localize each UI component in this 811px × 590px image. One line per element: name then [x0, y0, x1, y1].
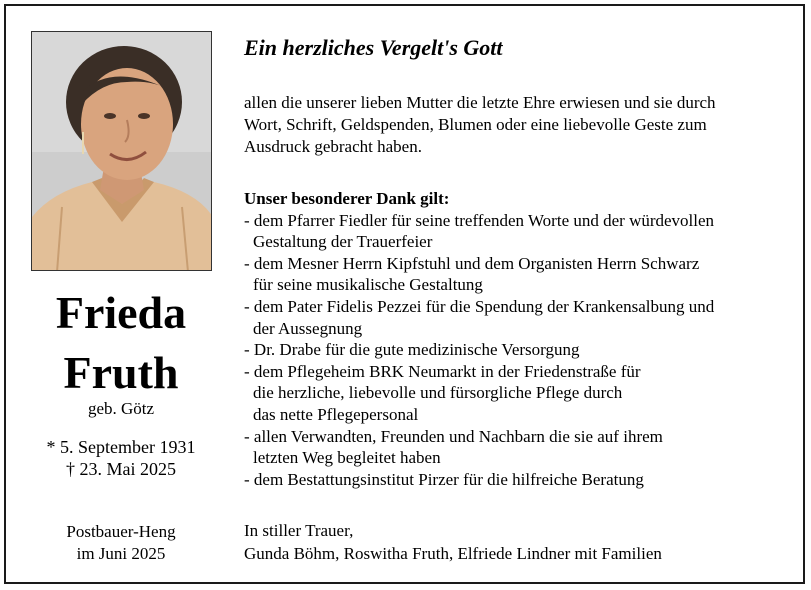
- obituary-card: [4, 4, 805, 584]
- place-and-date: [16, 521, 226, 565]
- birth-date: * 5. September 1931: [46, 437, 196, 457]
- closing-phrase: In stiller Trauer,: [244, 521, 354, 540]
- place: Postbauer-Heng: [66, 522, 176, 541]
- thanks-item-continuation: der Aussegnung: [253, 318, 363, 338]
- first-name: Frieda: [55, 287, 187, 338]
- thanks-item-continuation: Gestaltung der Trauerfeier: [253, 232, 433, 252]
- portrait-photo: [31, 31, 212, 271]
- heading: Ein herzliches Vergelt's Gott: [244, 35, 503, 60]
- mourners: Gunda Böhm, Roswitha Fruth, Elfriede Lindner mit Familien: [244, 544, 662, 563]
- intro-line: Ausdruck gebracht haben.: [244, 137, 422, 156]
- thanks-item: - dem Pfarrer Fiedler für seine treffenden Worte und der würdevollen: [244, 210, 715, 230]
- life-dates: [16, 436, 226, 480]
- death-date: † 23. Mai 2025: [66, 459, 176, 479]
- thanks-item: - dem Pater Fidelis Pezzei für die Spendung der Krankensalbung und: [244, 296, 715, 316]
- intro-text: [244, 92, 789, 158]
- thanks-section: [244, 188, 794, 490]
- birth-name: geb. Götz: [87, 399, 155, 418]
- intro-line: Wort, Schrift, Geldspenden, Blumen oder eine liebevolle Geste zum: [244, 115, 707, 134]
- portrait-icon: [32, 32, 212, 271]
- thanks-item-continuation: letzten Weg begleitet haben: [253, 448, 441, 468]
- thanks-item: - dem Pflegeheim BRK Neumarkt in der Friedenstraße für: [244, 361, 641, 381]
- closing: [244, 519, 662, 565]
- thanks-item: - allen Verwandten, Freunden und Nachbarn die sie auf ihrem: [244, 426, 663, 446]
- thanks-item: - Dr. Drabe für die gute medizinische Versorgung: [244, 340, 580, 360]
- date: im Juni 2025: [76, 544, 166, 563]
- thanks-item-continuation: für seine musikalische Gestaltung: [253, 275, 483, 295]
- intro-line: allen die unserer lieben Mutter die letzte Ehre erwiesen und sie durch: [244, 93, 716, 112]
- thanks-item-continuation: das nette Pflegepersonal: [253, 404, 419, 424]
- thanks-item: - dem Mesner Herrn Kipfstuhl und dem Organisten Herrn Schwarz: [244, 253, 700, 273]
- last-name: Fruth: [63, 347, 179, 398]
- thanks-item-continuation: die herzliche, liebevolle und fürsorgliche Pflege durch: [253, 383, 623, 403]
- thanks-item: - dem Bestattungsinstitut Pirzer für die hilfreiche Beratung: [244, 469, 644, 489]
- thanks-title: Unser besonderer Dank gilt:: [244, 189, 450, 208]
